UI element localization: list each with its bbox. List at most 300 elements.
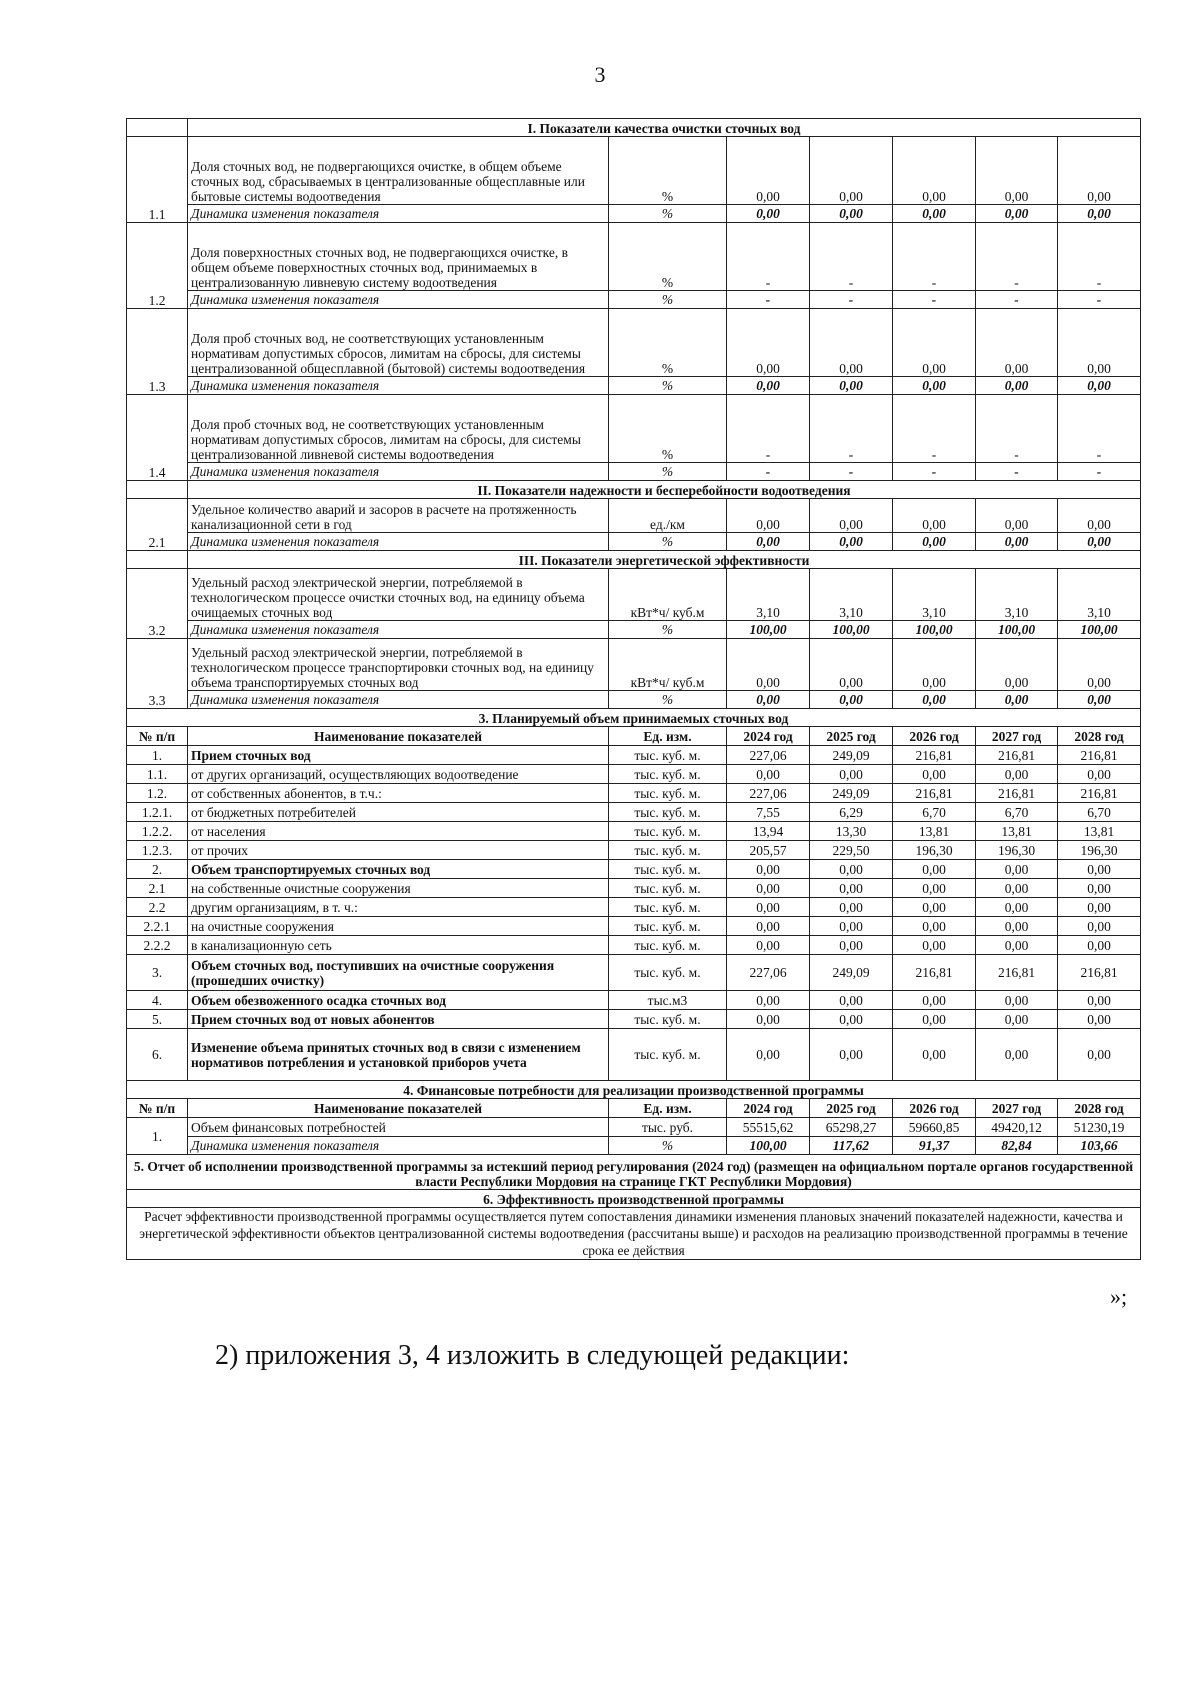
volume-value: 0,00: [976, 936, 1058, 955]
volume-unit: тыс. куб. м.: [609, 955, 727, 991]
indicator-value: 3,10: [727, 569, 810, 621]
dynamics-value: 91,37: [893, 1137, 976, 1155]
volume-number: 3.: [127, 955, 188, 991]
finance-unit: тыс. руб.: [609, 1118, 727, 1137]
volume-value: 6,70: [976, 803, 1058, 822]
volume-value: 249,09: [810, 784, 893, 803]
dynamics-value: 100,00: [727, 621, 810, 639]
volume-unit: тыс.м3: [609, 991, 727, 1010]
section-report: [127, 1155, 1141, 1190]
indicator-name: Удельный расход электрической энергии, потребляемой в технологическом процессе очистки сточных вод, на единицу объема очищаемых сточных вод: [188, 569, 609, 621]
dynamics-row: [127, 291, 1141, 309]
dynamics-row: [127, 463, 1141, 481]
table-header-row: [127, 727, 1141, 746]
indicator-value: 0,00: [976, 499, 1058, 533]
quote-end: »;: [1110, 1284, 1128, 1309]
volume-value: 0,00: [727, 860, 810, 879]
dynamics-value: 0,00: [810, 533, 893, 551]
volume-number: 1.1.: [127, 765, 188, 784]
indicator-value: 0,00: [893, 639, 976, 691]
volume-row: [127, 879, 1141, 898]
volume-unit: тыс. куб. м.: [609, 898, 727, 917]
dynamics-value: -: [1058, 291, 1141, 309]
header-unit: Ед. изм.: [609, 1099, 727, 1118]
finance-number: 1.: [127, 1118, 188, 1155]
volume-row: [127, 936, 1141, 955]
indicator-value: 0,00: [810, 639, 893, 691]
volume-value: 216,81: [1058, 746, 1141, 765]
dynamics-unit: %: [609, 291, 727, 309]
volume-number: 4.: [127, 991, 188, 1010]
dynamics-label: Динамика изменения показателя: [188, 291, 609, 309]
section-title: 5. Отчет об исполнении производственной программы за истекший период регулирования (2024 год) (размещен на официальном портале органов государственной власти Республики Мордовия на странице ГКТ Республики Мордовия): [127, 1155, 1141, 1190]
volume-row: [127, 803, 1141, 822]
indicator-value: 0,00: [727, 499, 810, 533]
indicator-value: 0,00: [727, 137, 810, 205]
volume-row: [127, 822, 1141, 841]
header-name: Наименование показателей: [188, 727, 609, 746]
indicator-value: -: [810, 223, 893, 291]
volume-value: 227,06: [727, 955, 810, 991]
indicator-name: Доля проб сточных вод, не соответствующих установленным нормативам допустимых сбросов, лимитам на сбросы, для системы централизованной ливневой системы водоотведения: [188, 395, 609, 463]
indicator-value: -: [893, 395, 976, 463]
indicator-name: Доля проб сточных вод, не соответствующих установленным нормативам допустимых сбросов, лимитам на сбросы, для системы централизованной общесплавной (бытовой) системы водоотведения: [188, 309, 609, 377]
volume-name: от собственных абонентов, в т.ч.:: [188, 784, 609, 803]
dynamics-value: 0,00: [976, 533, 1058, 551]
efficiency-row: [127, 1208, 1141, 1260]
section-title: 6. Эффективность производственной программы: [127, 1190, 1141, 1208]
volume-value: 0,00: [976, 991, 1058, 1010]
volume-number: 2.1: [127, 879, 188, 898]
volume-value: 216,81: [893, 955, 976, 991]
indicator-value: 0,00: [810, 309, 893, 377]
volume-value: 13,81: [893, 822, 976, 841]
dynamics-unit: %: [609, 691, 727, 709]
volume-row: [127, 784, 1141, 803]
volume-value: 216,81: [893, 784, 976, 803]
dynamics-value: -: [976, 291, 1058, 309]
indicators-table: [126, 118, 1141, 1260]
volume-number: 1.2.3.: [127, 841, 188, 860]
indicator-name: Удельное количество аварий и засоров в расчете на протяженность канализационной сети в год: [188, 499, 609, 533]
indicator-value: -: [976, 223, 1058, 291]
dynamics-value: 0,00: [893, 691, 976, 709]
volume-number: 1.2.1.: [127, 803, 188, 822]
dynamics-row: [127, 691, 1141, 709]
dynamics-value: -: [1058, 463, 1141, 481]
volume-name: Прием сточных вод от новых абонентов: [188, 1010, 609, 1029]
finance-name: Объем финансовых потребностей: [188, 1118, 609, 1137]
indicator-name: Доля сточных вод, не подвергающихся очистке, в общем объеме сточных вод, сбрасываемых в централизованные общесплавные или бытовые системы водоотведения: [188, 137, 609, 205]
indicator-value: 0,00: [976, 309, 1058, 377]
indicator-number: 3.2: [127, 569, 188, 639]
volume-value: 0,00: [1058, 936, 1141, 955]
volume-number: 6.: [127, 1029, 188, 1081]
header-unit: Ед. изм.: [609, 727, 727, 746]
indicator-value: -: [893, 223, 976, 291]
indicator-number: 3.3: [127, 639, 188, 709]
indicator-value: -: [1058, 395, 1141, 463]
dynamics-value: 0,00: [727, 533, 810, 551]
section-quality: [127, 119, 1141, 137]
volume-number: 5.: [127, 1010, 188, 1029]
volume-value: 229,50: [810, 841, 893, 860]
indicator-number: 2.1: [127, 499, 188, 551]
volume-row: [127, 860, 1141, 879]
volume-value: 0,00: [893, 991, 976, 1010]
indicator-unit: %: [609, 309, 727, 377]
volume-name: Изменение объема принятых сточных вод в связи с изменением нормативов потребления и установкой приборов учета: [188, 1029, 609, 1081]
section-volume: [127, 709, 1141, 727]
volume-value: 216,81: [1058, 784, 1141, 803]
volume-row: [127, 898, 1141, 917]
volume-value: 0,00: [727, 1029, 810, 1081]
volume-value: 216,81: [976, 784, 1058, 803]
indicator-value: 0,00: [1058, 309, 1141, 377]
volume-value: 216,81: [976, 955, 1058, 991]
volume-value: 0,00: [727, 936, 810, 955]
volume-unit: тыс. куб. м.: [609, 936, 727, 955]
dynamics-value: -: [727, 291, 810, 309]
indicator-row: [127, 499, 1141, 533]
volume-value: 0,00: [727, 898, 810, 917]
header-year: 2026 год: [893, 727, 976, 746]
volume-value: 0,00: [893, 765, 976, 784]
volume-value: 249,09: [810, 955, 893, 991]
volume-row: [127, 991, 1141, 1010]
indicator-value: 0,00: [893, 309, 976, 377]
finance-value: 59660,85: [893, 1118, 976, 1137]
volume-value: 0,00: [893, 917, 976, 936]
volume-value: 13,81: [1058, 822, 1141, 841]
section-title: II. Показатели надежности и бесперебойности водоотведения: [188, 481, 1141, 499]
volume-unit: тыс. куб. м.: [609, 860, 727, 879]
header-year: 2028 год: [1058, 727, 1141, 746]
header-num: № п/п: [127, 727, 188, 746]
section-energy: [127, 551, 1141, 569]
dynamics-value: 82,84: [976, 1137, 1058, 1155]
dynamics-value: 0,00: [810, 377, 893, 395]
header-year: 2026 год: [893, 1099, 976, 1118]
volume-value: 0,00: [727, 917, 810, 936]
volume-value: 0,00: [727, 879, 810, 898]
volume-value: 216,81: [976, 746, 1058, 765]
dynamics-value: 0,00: [1058, 691, 1141, 709]
volume-row: [127, 746, 1141, 765]
finance-row: [127, 1118, 1141, 1137]
volume-value: 0,00: [1058, 860, 1141, 879]
header-name: Наименование показателей: [188, 1099, 609, 1118]
indicator-unit: %: [609, 137, 727, 205]
volume-unit: тыс. куб. м.: [609, 841, 727, 860]
volume-name: другим организациям, в т. ч.:: [188, 898, 609, 917]
indicator-value: 3,10: [976, 569, 1058, 621]
volume-number: 1.: [127, 746, 188, 765]
volume-value: 0,00: [1058, 917, 1141, 936]
dynamics-value: 0,00: [893, 377, 976, 395]
volume-value: 0,00: [810, 1029, 893, 1081]
section-title: 4. Финансовые потребности для реализации производственной программы: [127, 1081, 1141, 1099]
volume-value: 0,00: [810, 765, 893, 784]
header-year: 2028 год: [1058, 1099, 1141, 1118]
dynamics-value: 103,66: [1058, 1137, 1141, 1155]
indicator-row: [127, 309, 1141, 377]
volume-value: 0,00: [976, 860, 1058, 879]
volume-value: 0,00: [1058, 879, 1141, 898]
indicator-row: [127, 569, 1141, 621]
volume-value: 0,00: [1058, 765, 1141, 784]
indicator-value: 0,00: [1058, 137, 1141, 205]
volume-value: 0,00: [976, 1010, 1058, 1029]
indicator-unit: %: [609, 223, 727, 291]
dynamics-value: -: [810, 463, 893, 481]
header-year: 2027 год: [976, 1099, 1058, 1118]
header-year: 2025 год: [810, 1099, 893, 1118]
dynamics-label: Динамика изменения показателя: [188, 1137, 609, 1155]
volume-name: от прочих: [188, 841, 609, 860]
volume-unit: тыс. куб. м.: [609, 917, 727, 936]
dynamics-value: 0,00: [976, 377, 1058, 395]
volume-number: 1.2.2.: [127, 822, 188, 841]
dynamics-value: 100,00: [1058, 621, 1141, 639]
dynamics-unit: %: [609, 463, 727, 481]
volume-row: [127, 955, 1141, 991]
dynamics-unit: %: [609, 205, 727, 223]
volume-value: 227,06: [727, 784, 810, 803]
volume-number: 2.2.2: [127, 936, 188, 955]
volume-unit: тыс. куб. м.: [609, 765, 727, 784]
indicator-value: 0,00: [893, 137, 976, 205]
indicator-row: [127, 223, 1141, 291]
volume-value: 216,81: [893, 746, 976, 765]
volume-value: 6,29: [810, 803, 893, 822]
dynamics-value: 0,00: [976, 691, 1058, 709]
section-title: 3. Планируемый объем принимаемых сточных вод: [127, 709, 1141, 727]
dynamics-label: Динамика изменения показателя: [188, 621, 609, 639]
volume-name: Прием сточных вод: [188, 746, 609, 765]
volume-value: 0,00: [1058, 1029, 1141, 1081]
volume-unit: тыс. куб. м.: [609, 1010, 727, 1029]
header-year: 2024 год: [727, 727, 810, 746]
volume-value: 6,70: [1058, 803, 1141, 822]
volume-unit: тыс. куб. м.: [609, 746, 727, 765]
volume-value: 216,81: [1058, 955, 1141, 991]
dynamics-unit: %: [609, 377, 727, 395]
indicator-value: 3,10: [893, 569, 976, 621]
volume-value: 0,00: [893, 879, 976, 898]
volume-name: на очистные сооружения: [188, 917, 609, 936]
volume-value: 0,00: [727, 765, 810, 784]
volume-unit: тыс. куб. м.: [609, 803, 727, 822]
indicator-value: 0,00: [1058, 639, 1141, 691]
header-year: 2025 год: [810, 727, 893, 746]
indicator-row: [127, 137, 1141, 205]
indicator-value: 0,00: [810, 499, 893, 533]
section-title: I. Показатели качества очистки сточных вод: [188, 119, 1141, 137]
volume-value: 205,57: [727, 841, 810, 860]
dynamics-row: [127, 533, 1141, 551]
volume-name: в канализационную сеть: [188, 936, 609, 955]
volume-value: 227,06: [727, 746, 810, 765]
indicator-number: 1.3: [127, 309, 188, 395]
indicator-unit: кВт*ч/ куб.м: [609, 569, 727, 621]
dynamics-label: Динамика изменения показателя: [188, 533, 609, 551]
indicator-value: 0,00: [727, 639, 810, 691]
header-year: 2024 год: [727, 1099, 810, 1118]
dynamics-value: 0,00: [893, 533, 976, 551]
amendment-text: 2) приложения 3, 4 изложить в следующей редакции:: [215, 1340, 850, 1371]
volume-number: 2.2.1: [127, 917, 188, 936]
indicator-value: 3,10: [810, 569, 893, 621]
dynamics-unit: %: [609, 1137, 727, 1155]
finance-dynamics-row: [127, 1137, 1141, 1155]
section-efficiency: [127, 1190, 1141, 1208]
volume-value: 0,00: [810, 1010, 893, 1029]
indicator-value: -: [727, 223, 810, 291]
volume-row: [127, 765, 1141, 784]
volume-unit: тыс. куб. м.: [609, 822, 727, 841]
volume-value: 0,00: [976, 1029, 1058, 1081]
dynamics-value: 0,00: [810, 691, 893, 709]
volume-value: 0,00: [810, 991, 893, 1010]
volume-row: [127, 917, 1141, 936]
dynamics-label: Динамика изменения показателя: [188, 463, 609, 481]
section-reliability: [127, 481, 1141, 499]
volume-value: 13,81: [976, 822, 1058, 841]
volume-value: 0,00: [1058, 991, 1141, 1010]
dynamics-row: [127, 377, 1141, 395]
section-spacer: [127, 119, 188, 137]
volume-name: Объем транспортируемых сточных вод: [188, 860, 609, 879]
indicator-value: -: [976, 395, 1058, 463]
volume-value: 0,00: [976, 917, 1058, 936]
indicator-value: 0,00: [727, 309, 810, 377]
volume-value: 0,00: [893, 898, 976, 917]
volume-value: 0,00: [1058, 1010, 1141, 1029]
volume-name: от других организаций, осуществляющих водоотведение: [188, 765, 609, 784]
header-num: № п/п: [127, 1099, 188, 1118]
indicator-value: 3,10: [1058, 569, 1141, 621]
volume-value: 0,00: [727, 991, 810, 1010]
volume-value: 0,00: [810, 860, 893, 879]
volume-value: 0,00: [976, 765, 1058, 784]
finance-value: 65298,27: [810, 1118, 893, 1137]
dynamics-value: 100,00: [893, 621, 976, 639]
volume-value: 196,30: [893, 841, 976, 860]
finance-value: 49420,12: [976, 1118, 1058, 1137]
indicator-number: 1.1: [127, 137, 188, 223]
volume-value: 0,00: [976, 898, 1058, 917]
dynamics-value: 117,62: [810, 1137, 893, 1155]
volume-name: Объем сточных вод, поступивших на очистные сооружения (прошедших очистку): [188, 955, 609, 991]
dynamics-value: -: [893, 291, 976, 309]
dynamics-value: 0,00: [893, 205, 976, 223]
dynamics-unit: %: [609, 533, 727, 551]
section-title: III. Показатели энергетической эффективности: [188, 551, 1141, 569]
indicator-value: 0,00: [976, 137, 1058, 205]
dynamics-value: 0,00: [1058, 205, 1141, 223]
section-spacer: [127, 481, 188, 499]
dynamics-value: -: [976, 463, 1058, 481]
volume-number: 2.: [127, 860, 188, 879]
table-header-row: [127, 1099, 1141, 1118]
dynamics-row: [127, 205, 1141, 223]
finance-value: 51230,19: [1058, 1118, 1141, 1137]
volume-value: 0,00: [893, 1010, 976, 1029]
volume-value: 0,00: [810, 936, 893, 955]
dynamics-label: Динамика изменения показателя: [188, 377, 609, 395]
indicator-value: 0,00: [976, 639, 1058, 691]
finance-value: 55515,62: [727, 1118, 810, 1137]
volume-value: 196,30: [976, 841, 1058, 860]
volume-value: 6,70: [893, 803, 976, 822]
volume-value: 0,00: [893, 936, 976, 955]
volume-unit: тыс. куб. м.: [609, 879, 727, 898]
volume-value: 249,09: [810, 746, 893, 765]
volume-value: 0,00: [1058, 898, 1141, 917]
dynamics-unit: %: [609, 621, 727, 639]
dynamics-label: Динамика изменения показателя: [188, 691, 609, 709]
header-year: 2027 год: [976, 727, 1058, 746]
dynamics-value: -: [810, 291, 893, 309]
indicator-unit: %: [609, 395, 727, 463]
dynamics-value: 0,00: [727, 205, 810, 223]
volume-value: 7,55: [727, 803, 810, 822]
volume-row: [127, 841, 1141, 860]
volume-value: 0,00: [727, 1010, 810, 1029]
dynamics-value: 100,00: [976, 621, 1058, 639]
volume-number: 1.2.: [127, 784, 188, 803]
volume-name: Объем обезвоженного осадка сточных вод: [188, 991, 609, 1010]
volume-value: 13,30: [810, 822, 893, 841]
page-number: 3: [594, 62, 606, 87]
dynamics-value: 100,00: [810, 621, 893, 639]
volume-unit: тыс. куб. м.: [609, 784, 727, 803]
efficiency-text: Расчет эффективности производственной программы осуществляется путем сопоставления динамики изменения плановых значений показателей надежности, качества и энергетической эффективности объектов централизованной системы водоотведения (рассчитаны выше) и расходов на реализацию производственной программы в течение срока ее действия: [127, 1208, 1141, 1260]
volume-value: 0,00: [893, 860, 976, 879]
indicator-value: -: [727, 395, 810, 463]
volume-value: 13,94: [727, 822, 810, 841]
volume-unit: тыс. куб. м.: [609, 1029, 727, 1081]
volume-name: на собственные очистные сооружения: [188, 879, 609, 898]
indicator-number: 1.4: [127, 395, 188, 481]
volume-value: 0,00: [810, 898, 893, 917]
indicator-name: Доля поверхностных сточных вод, не подвергающихся очистке, в общем объеме поверхностных сточных вод, принимаемых в централизованную ливневую систему водоотведения: [188, 223, 609, 291]
dynamics-value: 100,00: [727, 1137, 810, 1155]
volume-value: 196,30: [1058, 841, 1141, 860]
dynamics-value: 0,00: [976, 205, 1058, 223]
indicator-value: 0,00: [893, 499, 976, 533]
indicator-name: Удельный расход электрической энергии, потребляемой в технологическом процессе транспортировки сточных вод, на единицу объема транспортируемых сточных вод: [188, 639, 609, 691]
volume-row: [127, 1029, 1141, 1081]
volume-value: 0,00: [893, 1029, 976, 1081]
dynamics-value: 0,00: [1058, 533, 1141, 551]
indicator-row: [127, 639, 1141, 691]
indicator-value: 0,00: [1058, 499, 1141, 533]
section-finance: [127, 1081, 1141, 1099]
indicator-number: 1.2: [127, 223, 188, 309]
volume-row: [127, 1010, 1141, 1029]
dynamics-value: 0,00: [727, 377, 810, 395]
volume-name: от населения: [188, 822, 609, 841]
volume-number: 2.2: [127, 898, 188, 917]
volume-value: 0,00: [810, 917, 893, 936]
dynamics-value: 0,00: [1058, 377, 1141, 395]
dynamics-value: -: [893, 463, 976, 481]
indicator-unit: ед./км: [609, 499, 727, 533]
dynamics-value: 0,00: [727, 691, 810, 709]
indicator-unit: кВт*ч/ куб.м: [609, 639, 727, 691]
